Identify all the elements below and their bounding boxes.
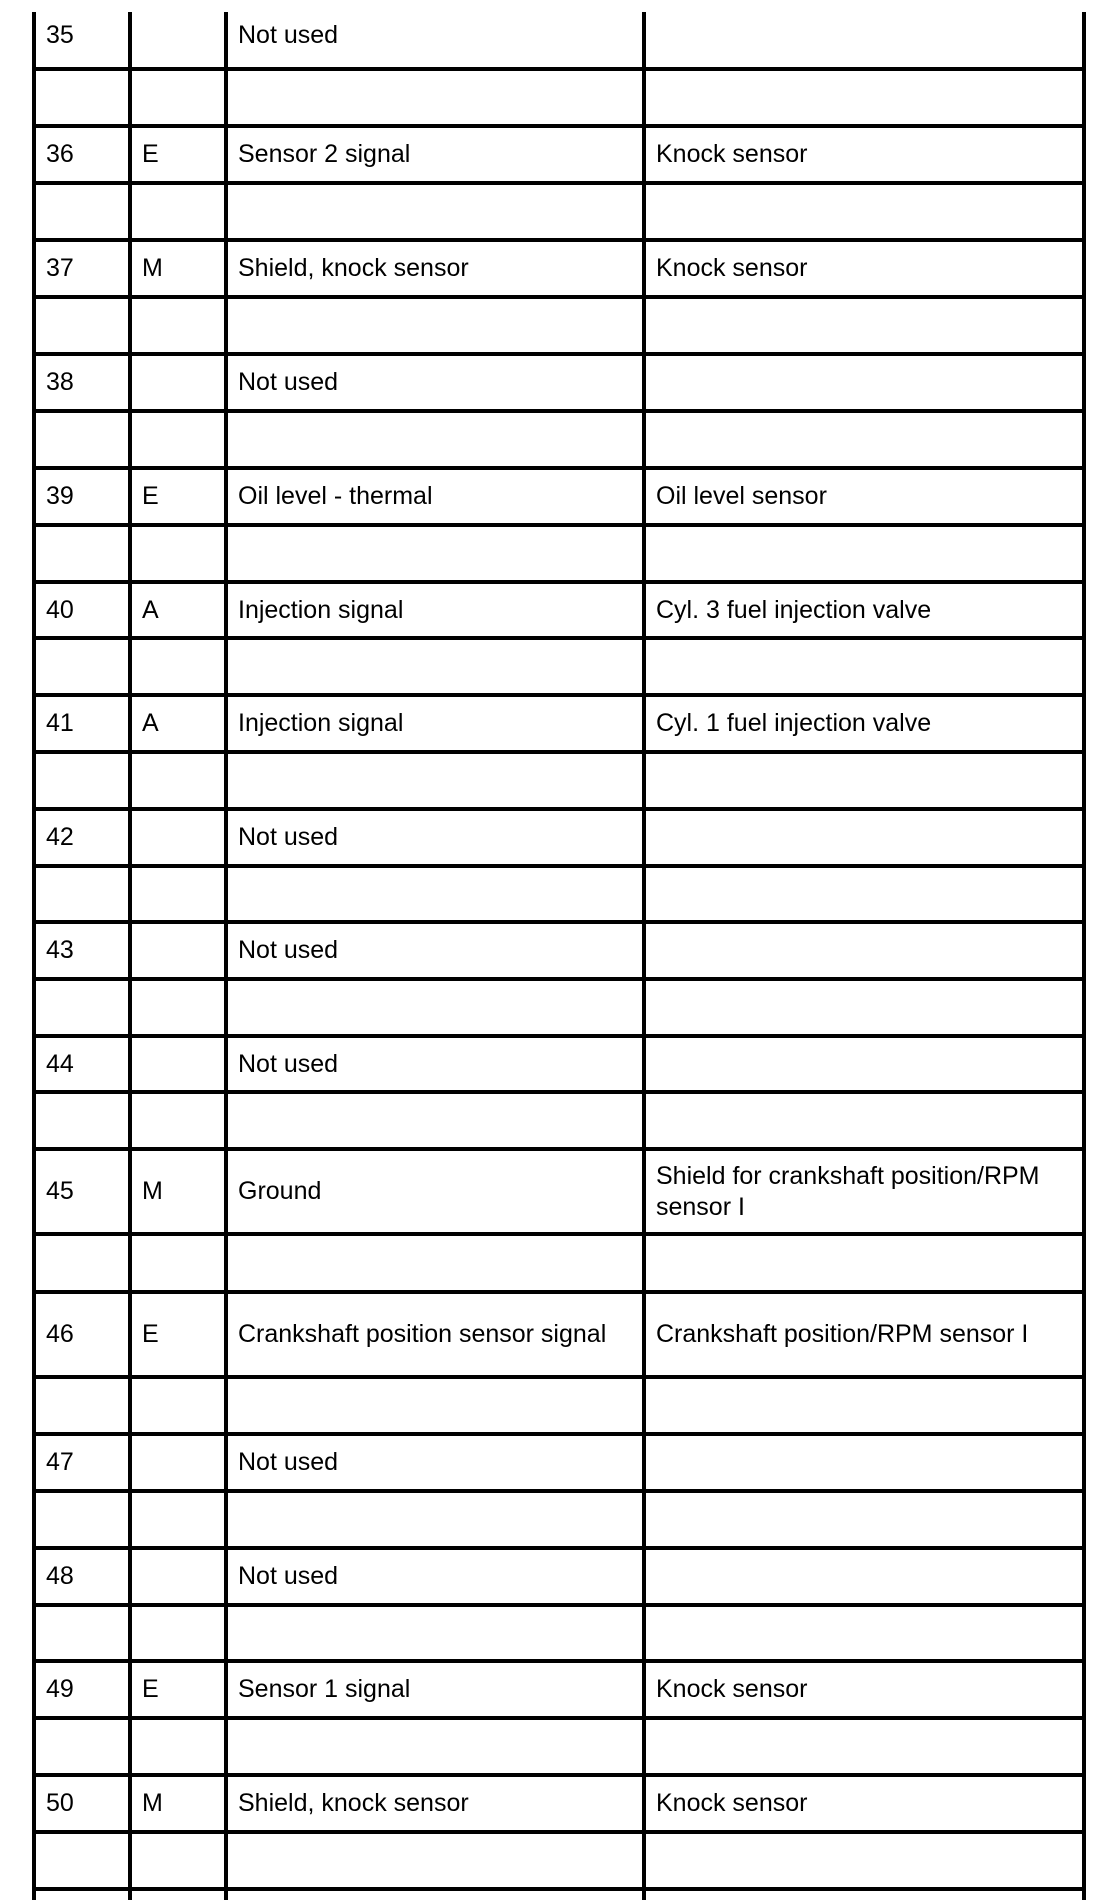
pin-number-cell-text: 37 (46, 254, 74, 282)
signal-description-cell (228, 811, 642, 864)
pin-type-cell (132, 1038, 224, 1090)
row-divider-line (32, 636, 1082, 640)
pin-number-cell (36, 356, 128, 409)
pin-number-cell (36, 1151, 128, 1232)
component-cell (646, 1891, 1082, 1900)
component-cell (646, 470, 1082, 523)
component-cell (646, 1151, 1082, 1232)
pin-type-cell-text: M (142, 1177, 163, 1205)
component-cell (646, 4, 1082, 67)
signal-description-cell-text: Not used (238, 1448, 339, 1476)
pin-type-cell-text: E (142, 482, 159, 510)
signal-description-cell (228, 1550, 642, 1603)
pin-type-cell (132, 1151, 224, 1232)
row-divider-line (32, 1603, 1082, 1607)
pin-number-cell-text: 49 (46, 1675, 74, 1703)
signal-description-cell (228, 1663, 642, 1716)
component-cell-text: Knock sensor (656, 140, 808, 168)
pin-type-cell (132, 1436, 224, 1489)
row-divider-line (32, 1232, 1082, 1236)
row-divider-line (32, 977, 1082, 981)
pin-type-cell (132, 356, 224, 409)
pin-number-cell-text: 43 (46, 936, 74, 964)
signal-description-cell (228, 1436, 642, 1489)
pin-number-cell-text: 45 (46, 1177, 74, 1205)
pin-type-cell (132, 1663, 224, 1716)
pin-number-cell (36, 697, 128, 750)
pin-type-cell-text: E (142, 1675, 159, 1703)
signal-description-cell (228, 1294, 642, 1375)
component-cell (646, 584, 1082, 636)
pin-number-cell-text: 50 (46, 1789, 74, 1817)
pin-number-cell (36, 1663, 128, 1716)
signal-description-cell (228, 1038, 642, 1090)
signal-description-cell-text: Sensor 2 signal (238, 140, 411, 168)
row-divider-line (32, 1090, 1082, 1094)
pin-number-cell (36, 1777, 128, 1830)
component-cell (646, 697, 1082, 750)
pin-type-cell (132, 128, 224, 181)
pin-type-cell (132, 811, 224, 864)
component-cell-text: Oil level sensor (656, 482, 827, 510)
pin-number-cell (36, 584, 128, 636)
signal-description-cell-text: Sensor 1 signal (238, 1675, 411, 1703)
row-divider-line (32, 750, 1082, 754)
pin-type-cell-text: E (142, 140, 159, 168)
pin-number-cell (36, 128, 128, 181)
pin-type-cell (132, 584, 224, 636)
pin-number-cell (36, 924, 128, 977)
component-cell-text: Shield for crankshaft position/RPM sensor I (656, 1161, 1040, 1221)
pin-number-cell-text: 35 (46, 21, 74, 49)
pin-type-cell-text: E (142, 1320, 159, 1348)
signal-description-cell-text: Oil level - thermal (238, 482, 433, 510)
component-cell (646, 1294, 1082, 1375)
component-cell (646, 1663, 1082, 1716)
pin-number-cell (36, 242, 128, 295)
pin-number-cell-text: 38 (46, 368, 74, 396)
signal-description-cell-text: Ground (238, 1177, 322, 1205)
pin-type-cell (132, 1777, 224, 1830)
signal-description-cell (228, 1777, 642, 1830)
component-cell (646, 811, 1082, 864)
pin-number-cell (36, 470, 128, 523)
row-divider-line (32, 67, 1082, 71)
signal-description-cell-text: Shield, knock sensor (238, 1789, 469, 1817)
signal-description-cell (228, 1891, 642, 1900)
pin-number-cell-text: 48 (46, 1562, 74, 1590)
component-cell (646, 356, 1082, 409)
signal-description-cell (228, 924, 642, 977)
signal-description-cell (228, 584, 642, 636)
pin-number-cell (36, 811, 128, 864)
component-cell (646, 924, 1082, 977)
signal-description-cell-text: Not used (238, 823, 339, 851)
pin-number-cell (36, 1294, 128, 1375)
signal-description-cell-text: Injection signal (238, 709, 404, 737)
pin-type-cell (132, 242, 224, 295)
signal-description-cell-text: Not used (238, 368, 339, 396)
right-border-line (1082, 12, 1086, 1900)
pin-number-cell (36, 4, 128, 67)
signal-description-cell-text: Not used (238, 1562, 339, 1590)
row-divider-line (32, 523, 1082, 527)
row-divider-line (32, 864, 1082, 868)
pin-number-cell (36, 1436, 128, 1489)
pin-type-cell (132, 924, 224, 977)
signal-description-cell-text: Not used (238, 1049, 339, 1078)
pin-number-cell-text: 42 (46, 823, 74, 851)
pin-number-cell-text: 40 (46, 595, 74, 624)
signal-description-cell-text: Not used (238, 936, 339, 964)
signal-description-cell (228, 356, 642, 409)
row-divider-line (32, 181, 1082, 185)
component-cell-text: Crankshaft position/RPM sensor I (656, 1320, 1029, 1348)
pin-number-cell (36, 1038, 128, 1090)
component-cell-text: Cyl. 3 fuel injection valve (656, 595, 932, 624)
pin-number-cell (36, 1550, 128, 1603)
row-divider-line (32, 1830, 1082, 1834)
pin-type-cell-text: M (142, 1789, 163, 1817)
component-cell (646, 1436, 1082, 1489)
pin-number-cell-text: 44 (46, 1049, 74, 1078)
component-cell-text: Knock sensor (656, 1675, 808, 1703)
signal-description-cell (228, 4, 642, 67)
pin-type-cell (132, 4, 224, 67)
signal-description-cell (228, 470, 642, 523)
component-cell (646, 128, 1082, 181)
signal-description-cell (228, 1151, 642, 1232)
row-divider-line (32, 295, 1082, 299)
pin-type-cell (132, 1550, 224, 1603)
row-divider-line (32, 1375, 1082, 1379)
component-cell (646, 1777, 1082, 1830)
pin-type-cell-text: A (142, 709, 159, 737)
row-divider-line (32, 409, 1082, 413)
pin-number-cell (36, 1891, 128, 1900)
pin-type-cell (132, 697, 224, 750)
signal-description-cell-text: Not used (238, 21, 339, 49)
signal-description-cell (228, 242, 642, 295)
component-cell-text: Knock sensor (656, 254, 808, 282)
pin-number-cell-text: 41 (46, 709, 74, 737)
pin-type-cell (132, 470, 224, 523)
signal-description-cell (228, 697, 642, 750)
signal-description-cell-text: Crankshaft position sensor signal (238, 1320, 607, 1348)
pin-number-cell-text: 47 (46, 1448, 74, 1476)
component-cell (646, 1550, 1082, 1603)
row-divider-line (32, 1489, 1082, 1493)
pin-type-cell-text: M (142, 254, 163, 282)
component-cell-text: Cyl. 1 fuel injection valve (656, 709, 932, 737)
signal-description-cell-text: Shield, knock sensor (238, 254, 469, 282)
pin-number-cell-text: 36 (46, 140, 74, 168)
signal-description-cell (228, 128, 642, 181)
pin-number-cell-text: 46 (46, 1320, 74, 1348)
pin-type-cell-text: A (142, 595, 159, 624)
component-cell (646, 1038, 1082, 1090)
component-cell (646, 242, 1082, 295)
signal-description-cell-text: Injection signal (238, 595, 404, 624)
component-cell-text: Knock sensor (656, 1789, 808, 1817)
pin-type-cell (132, 1891, 224, 1900)
pin-type-cell (132, 1294, 224, 1375)
pin-number-cell-text: 39 (46, 482, 74, 510)
row-divider-line (32, 1716, 1082, 1720)
